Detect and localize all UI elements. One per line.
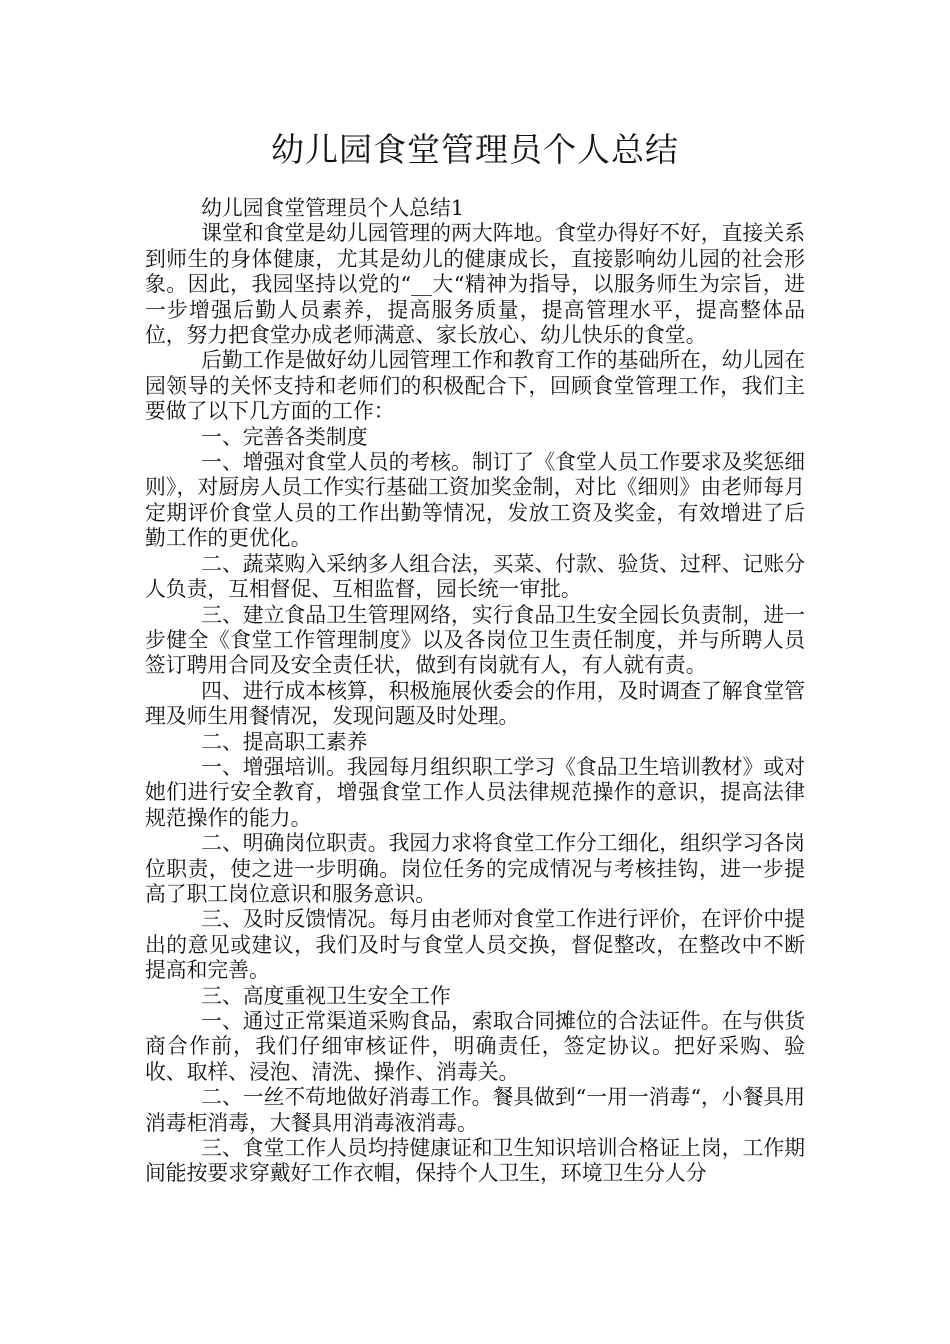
paragraph-1-3: 三、建立食品卫生管理网络，实行食品卫生安全园长负责制，进一步健全《食堂工作管理制度》以及各岗位卫生责任制度，并与所聘人员签订聘用合同及安全责任状，做到有岗就有人，有人就有责。 [145, 602, 805, 678]
paragraph-2-2: 二、明确岗位职责。我园力求将食堂工作分工细化，组织学习各岗位职责，使之进一步明确。岗位任务的完成情况与考核挂钩，进一步提高了职工岗位意识和服务意识。 [145, 831, 805, 906]
paragraph-intro: 课堂和食堂是幼儿园管理的两大阵地。食堂办得好不好，直接关系到师生的身体健康，尤其是幼儿的健康成长，直接影响幼儿园的社会形象。因此，我园坚持以党的“__大“精神为指导，以服务师生为宗旨，进一步增强后勤人员素养，提高服务质量，提高管理水平，提高整体品位，努力把食堂办成老师满意、家长放心、幼儿快乐的食堂。 [145, 221, 805, 348]
section-heading-2: 二、提高职工素养 [201, 729, 368, 754]
paragraph-background: 后勤工作是做好幼儿园管理工作和教育工作的基础所在，幼儿园在园领导的关怀支持和老师们的积极配合下，回顾食堂管理工作，我们主要做了以下几方面的工作： [145, 348, 805, 424]
section-heading-3: 三、高度重视卫生安全工作 [201, 983, 451, 1008]
paragraph-3-2: 二、一丝不苟地做好消毒工作。餐具做到“一用一消毒“，小餐具用消毒柜消毒，大餐具用消毒液消毒。 [145, 1085, 805, 1135]
document-page [145, 122, 805, 1187]
paragraph-2-1: 一、增强培训。我园每月组织职工学习《食品卫生培训教材》或对她们进行安全教育，增强食堂工作人员法律规范操作的意识，提高法律规范操作的能力。 [145, 754, 805, 830]
paragraph-3-1: 一、通过正常渠道采购食品，索取合同摊位的合法证件。在与供货商合作前，我们仔细审核证件，明确责任，签定协议。把好采购、验收、取样、浸泡、清洗、操作、消毒关。 [145, 1009, 805, 1084]
paragraph-1-4: 四、进行成本核算，积极施展伙委会的作用，及时调查了解食堂管理及师生用餐情况，发现问题及时处理。 [145, 678, 805, 729]
paragraph-2-3: 三、及时反馈情况。每月由老师对食堂工作进行评价，在评价中提出的意见或建议，我们及时与食堂人员交换，督促整改，在整改中不断提高和完善。 [145, 907, 805, 983]
section-subtitle: 幼儿园食堂管理员个人总结1 [201, 196, 464, 220]
document-body [145, 196, 805, 1187]
document-title: 幼儿园食堂管理员个人总结 [271, 130, 679, 169]
paragraph-1-2: 二、蔬菜购入采纳多人组合法，买菜、付款、验货、过秤、记账分人负责，互相督促、互相监督，园长统一审批。 [145, 551, 805, 602]
paragraph-3-3: 三、食堂工作人员均持健康证和卫生知识培训合格证上岗，工作期间能按要求穿戴好工作衣帽，保持个人卫生，环境卫生分人分 [145, 1136, 805, 1186]
paragraph-1-1: 一、增强对食堂人员的考核。制订了《食堂人员工作要求及奖惩细则》，对厨房人员工作实行基础工资加奖金制，对比《细则》由老师每月定期评价食堂人员的工作出勤等情况，发放工资及奖金，有效增进了后勤工作的更优化。 [145, 450, 805, 551]
section-heading-1: 一、完善各类制度 [201, 424, 368, 449]
